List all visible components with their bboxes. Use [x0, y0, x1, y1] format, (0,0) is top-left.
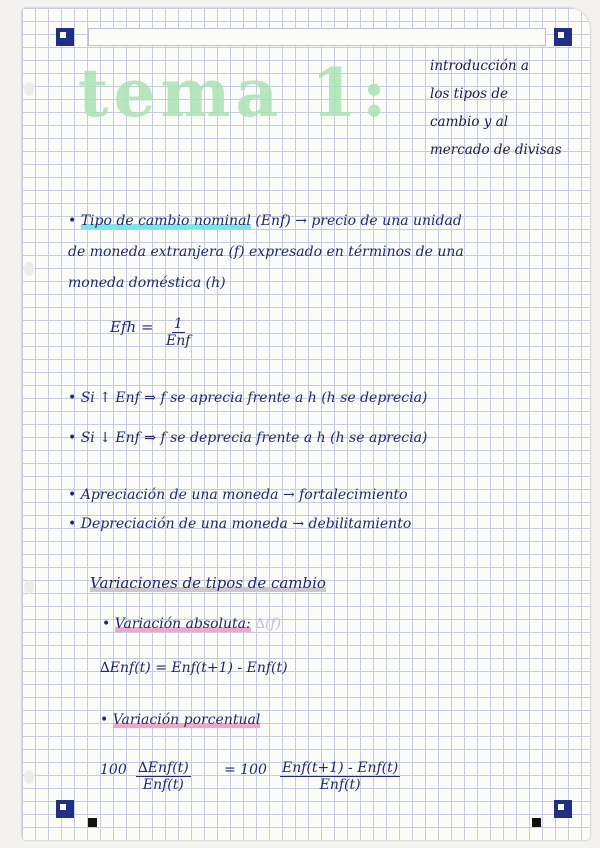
- bullet-dot: •: [68, 390, 77, 406]
- punch-hole: [24, 770, 34, 784]
- section-heading-text: Variaciones de tipos de cambio: [90, 574, 326, 592]
- formula-efh-numerator: 1: [173, 316, 183, 332]
- percentage-equals: = 100: [224, 762, 267, 778]
- rule-item: [68, 390, 427, 406]
- concept-text: Depreciación de una moneda → debilitamiento: [80, 516, 412, 532]
- black-square-marker: [88, 818, 97, 827]
- subtitle-line: introducción a: [430, 58, 529, 74]
- corner-marker-icon: [554, 800, 572, 818]
- percentage-variation-text: Variación porcentual: [112, 712, 261, 728]
- page-title: tema 1:: [78, 54, 392, 132]
- percentage-variation-label: [100, 712, 260, 728]
- percentage-left-numerator: ∆Enf(t): [138, 760, 189, 776]
- absolute-variation-label: [102, 616, 281, 632]
- absolute-variation-text: Variación absoluta:: [114, 616, 251, 632]
- bullet-dot: •: [102, 616, 111, 632]
- concept-item: [68, 516, 411, 532]
- punch-hole: [24, 580, 34, 594]
- absolute-variation-formula: ∆Enf(t) = Enf(t+1) - Enf(t): [100, 660, 288, 676]
- percentage-prefix: 100: [100, 762, 127, 778]
- subtitle-line: cambio y al: [430, 114, 509, 130]
- percentage-left-fraction: [136, 760, 191, 793]
- definition-line-1: [68, 213, 462, 229]
- formula-efh-lhs: Efh =: [110, 318, 154, 336]
- definition-notation: (Enf): [255, 213, 291, 229]
- bullet-dot: •: [68, 487, 77, 503]
- percentage-right-denominator: Enf(t): [319, 777, 361, 793]
- corner-marker-icon: [554, 28, 572, 46]
- concept-item: [68, 487, 408, 503]
- definition-term: Tipo de cambio nominal: [80, 213, 251, 229]
- bullet-dot: •: [100, 712, 109, 728]
- definition-arrow-text: → precio de una unidad: [295, 213, 462, 229]
- punch-hole: [24, 262, 34, 276]
- subtitle-line: mercado de divisas: [430, 142, 562, 158]
- punch-hole: [24, 82, 34, 96]
- header-box: [88, 28, 546, 46]
- section-heading: [90, 574, 326, 592]
- bullet-dot: •: [68, 213, 77, 229]
- corner-marker-icon: [56, 28, 74, 46]
- definition-line-2: de moneda extranjera (f) expresado en términos de una: [68, 244, 464, 260]
- percentage-right-fraction: [280, 760, 400, 793]
- rule-item: [68, 430, 427, 446]
- corner-marker-icon: [56, 800, 74, 818]
- formula-efh-fraction: [166, 316, 190, 349]
- definition-line-3: moneda doméstica (h): [68, 275, 226, 291]
- bullet-dot: •: [68, 430, 77, 446]
- bullet-dot: •: [68, 516, 77, 532]
- formula-efh-denominator: Enf: [166, 333, 191, 349]
- rule-text: Si ↑ Enf ⇒ f se aprecia frente a h (h se deprecia): [80, 390, 428, 406]
- rule-text: Si ↓ Enf ⇒ f se deprecia frente a h (h se aprecia): [80, 430, 428, 446]
- concept-text: Apreciación de una moneda → fortalecimiento: [80, 487, 408, 503]
- percentage-left-denominator: Enf(t): [142, 777, 184, 793]
- subtitle-line: los tipos de: [430, 86, 509, 102]
- black-square-marker: [532, 818, 541, 827]
- absolute-variation-faint-note: ∆(f): [255, 616, 282, 632]
- percentage-right-numerator: Enf(t+1) - Enf(t): [282, 760, 399, 776]
